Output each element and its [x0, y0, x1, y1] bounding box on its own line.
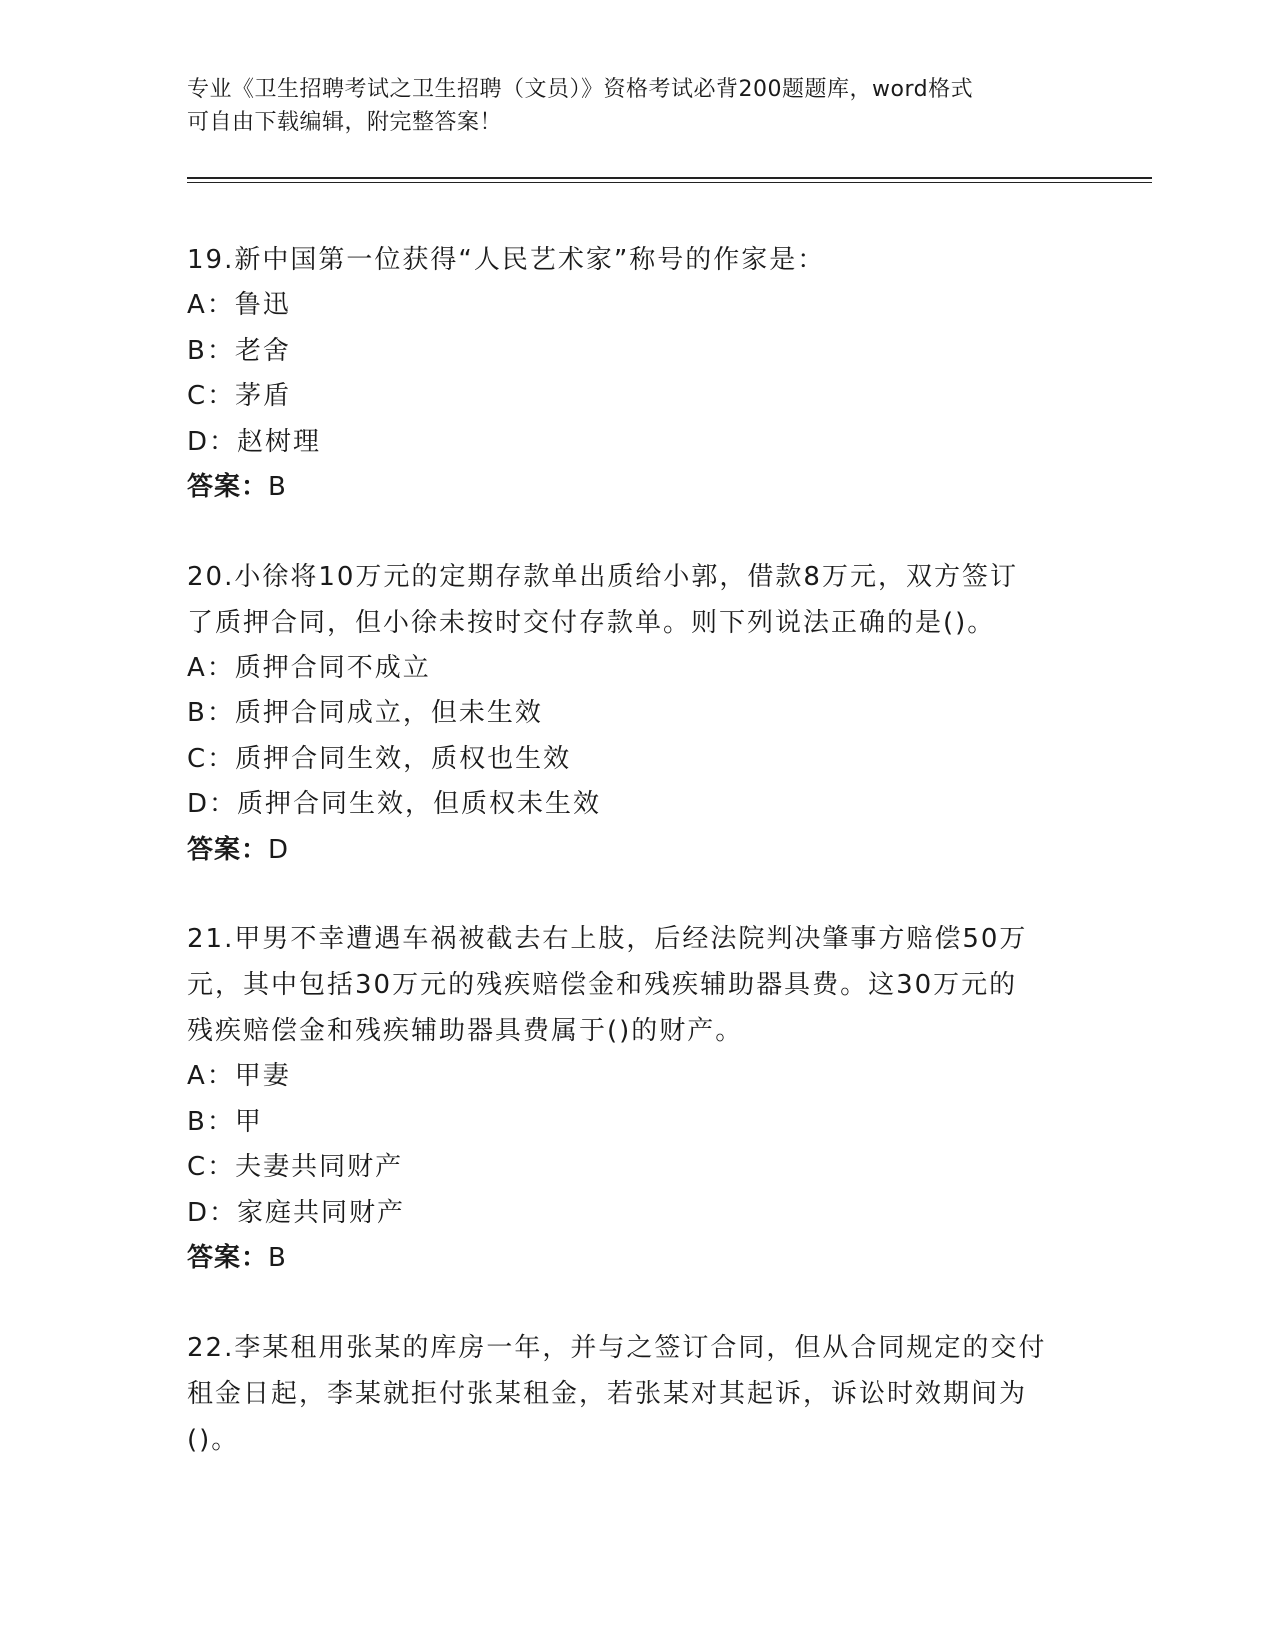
header-line: 可自由下载编辑，附完整答案！	[187, 110, 503, 135]
stem-line: 租金日起，李某就拒付张某租金，若张某对其起诉，诉讼时效期间为	[187, 1378, 1028, 1409]
option-a: A：鲁迅	[187, 290, 291, 320]
stem-line: 元，其中包括30万元的残疾赔偿金和残疾辅助器具费。这30万元的	[187, 970, 1018, 1000]
question-19	[187, 237, 1087, 511]
option-d: D：质押合同生效，但质权未生效	[187, 789, 602, 819]
answer	[187, 828, 1087, 874]
stem-line: 22.李某租用张某的库房一年，并与之签订合同，但从合同规定的交付	[187, 1332, 1047, 1363]
question-list	[187, 237, 1087, 1506]
question-20	[187, 554, 1087, 874]
question-21	[187, 916, 1087, 1282]
answer-label: 答案：	[187, 834, 269, 865]
option-a: A：甲妻	[187, 1061, 291, 1091]
header-divider-thin	[187, 182, 1152, 183]
stem-line: 了质押合同，但小徐未按时交付存款单。则下列说法正确的是()。	[187, 607, 996, 638]
option-c: C：茅盾	[187, 381, 292, 411]
answer-label: 答案：	[187, 472, 269, 502]
answer-label: 答案：	[187, 1243, 269, 1273]
answer	[187, 1236, 1087, 1282]
question-stem	[187, 916, 1087, 1054]
option-b: B：质押合同成立，但未生效	[187, 698, 543, 728]
answer-value: B	[268, 1243, 286, 1273]
stem-line: 残疾赔偿金和残疾辅助器具费属于()的财产。	[187, 1016, 744, 1046]
option-c: C：质押合同生效，质权也生效	[187, 743, 572, 774]
answer-value: B	[268, 472, 286, 502]
option-a: A：质押合同不成立	[187, 652, 431, 683]
stem-line: 21.甲男不幸遭遇车祸被截去右上肢，后经法院判决肇事方赔偿50万	[187, 924, 1028, 954]
answer-value: D	[268, 834, 289, 865]
question-stem	[187, 554, 1087, 646]
stem-line: 20.小徐将10万元的定期存款单出质给小郭，借款8万元，双方签订	[187, 561, 1018, 592]
question-stem	[187, 237, 1087, 283]
option-d: D：赵树理	[187, 426, 322, 457]
option-b: B：老舍	[187, 335, 291, 366]
stem-line: 19.新中国第一位获得“人民艺术家”称号的作家是：	[187, 245, 826, 275]
question-stem	[187, 1325, 1087, 1463]
option-d: D：家庭共同财产	[187, 1197, 406, 1228]
document-header	[187, 73, 1067, 139]
option-b: B：甲	[187, 1106, 263, 1137]
header-divider-thick	[187, 177, 1152, 179]
question-22	[187, 1325, 1087, 1463]
answer	[187, 465, 1087, 511]
header-line: 专业《卫生招聘考试之卫生招聘（文员）》资格考试必背200题题库，word格式	[187, 77, 974, 102]
stem-line: ()。	[187, 1424, 240, 1455]
option-c: C：夫妻共同财产	[187, 1152, 404, 1182]
